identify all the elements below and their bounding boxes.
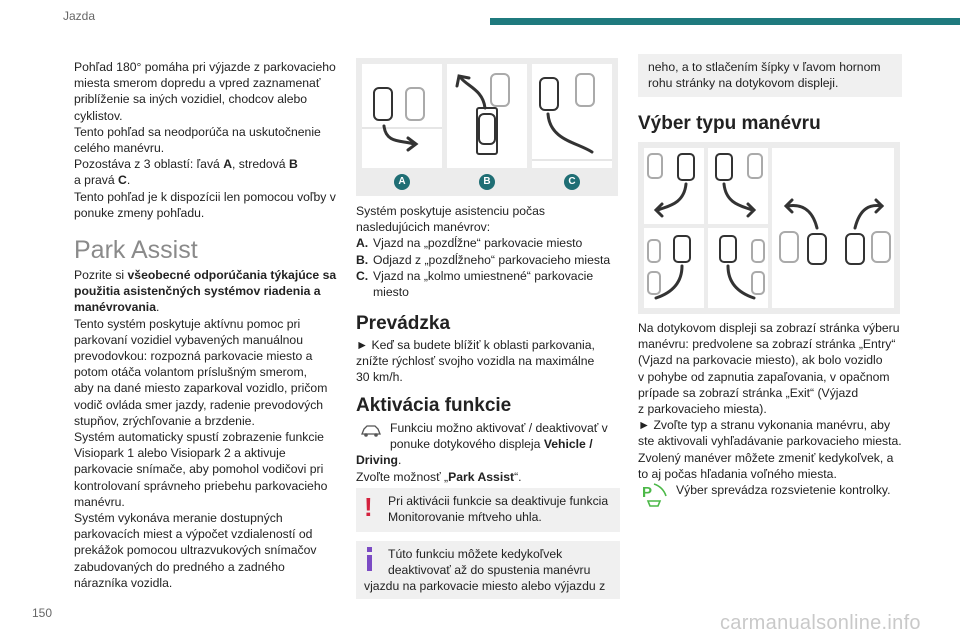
text-line: Systém automaticky spustí zobrazenie funkcie [74,430,324,445]
text-line: Monitorovanie mŕtveho uhla. [388,510,542,525]
text-line: v pohybe od zapnutia zapaľovania, v opačnom [638,369,890,384]
text-line: vjazdu na parkovacie miesto alebo výjazdu z [364,579,606,594]
indicator-text: Výber sprevádza rozsvietenie kontrolky. [676,483,891,497]
parallel-right-diagram [708,148,768,224]
text-line: nárazníka vozidla. [74,575,173,590]
selection-panel-2 [708,148,768,224]
text-line: manévru: predvolene sa zobrazí stránka „Entry“ [638,337,896,352]
parallel-exit-left-diagram [644,228,704,308]
text-line: stupňov, zrýchľovanie a brzdenie. [74,413,255,428]
text-line: parkovaní vozidiel vybavených manuálnou [74,332,303,347]
text-line: Tento systém poskytuje aktívnu pomoc pri [74,316,301,331]
text-line: ► Keď sa budete blížiť k oblasti parkovania, [356,338,595,352]
selection-panel-3 [772,148,894,308]
park-assist-text [74,267,346,591]
page-number: 150 [32,606,53,620]
text-line: Zvoľte možnosť „Park Assist“. [356,469,522,484]
operation-text [356,337,621,386]
text-line: Na dotykovom displeji sa zobrazí stránka výberu [638,321,900,335]
text-line: parkovacích miest a výpočet vzdialeností od [74,527,313,542]
list-item: miesto [373,285,409,300]
info-note [356,541,620,599]
maneuver-selection-heading: Výber typu manévru [638,113,821,134]
text-line: z parkovacieho miesta). [638,402,767,417]
text-line: vodič ovláda smer jazdy, radenie prevodových [74,397,324,412]
text-line: Funkciu možno aktivovať / deaktivovať v [390,421,608,435]
parallel-left-diagram [644,148,704,224]
text-line: celého manévru. [74,141,165,156]
text-line: Tento pohľad sa neodporúča na uskutočnenie [74,124,321,139]
park-assist-heading: Park Assist [74,236,198,264]
svg-text:P: P [642,484,653,501]
text-line: Pri aktivácii funkcie sa deaktivuje funkcia [388,494,609,508]
exclamation-icon: ! [364,492,373,522]
text-line: použitia asistenčných systémov riadenia a [74,284,321,299]
header-bar [490,18,960,25]
text-line: prekážok pomocou ultrazvukových snímačov [74,543,317,558]
activation-text [356,420,621,485]
watermark: carmanualsonline.info [720,612,921,634]
text-line: ste aktivovali vyhľadávanie parkovacieho miesta. [638,434,902,449]
intro-text [74,59,346,221]
text-line: (Vjazd na parkovacie miesto), ak bolo vozidlo [638,353,883,368]
maneuver-panel-b [447,64,527,168]
perpendicular-diagram [772,148,894,308]
badge-b: B [479,174,495,190]
badge-a: A [394,174,410,190]
maneuver-panel-a [362,64,442,168]
text-line: ► Zvoľte typ a stranu vykonania manévru, aby [638,418,891,433]
maneuver-figure [356,58,618,196]
maneuver-panel-c [532,64,612,168]
text-line: a pravá C. [74,173,131,188]
text-line: znížte rýchlosť svojho vozidla na maximálne [356,354,595,369]
parallel-entry-diagram [362,64,442,168]
text-line: rohu stránky na dotykovom displeji. [648,76,839,91]
text-line: cyklistov. [74,108,123,123]
text-line: potom otáča volantom príslušným smerom, [74,365,308,380]
text-line: manévrovania. [74,300,160,315]
text-line: nasledujúcich manévrov: [356,220,491,235]
park-assist-indicator-icon [640,482,670,508]
maneuver-selection-text [638,320,910,482]
selection-panel-1 [644,148,704,224]
text-line: 30 km/h. [356,370,403,385]
text-line: Pozrite si všeobecné odporúčania týkajúce sa [74,268,337,282]
text-line: Pozostáva z 3 oblastí: ľavá A, stredová B [74,157,298,172]
text-line: Systém poskytuje asistenciu počas [356,204,545,218]
list-item: B. Odjazd z „pozdĺžneho“ parkovacieho miesta [356,252,611,267]
operation-heading: Prevádzka [356,313,451,334]
parallel-exit-right-diagram [708,228,768,308]
selection-panel-4 [644,228,704,308]
warning-text [388,493,618,525]
selection-panel-5 [708,228,768,308]
list-item: A. Vjazd na „pozdĺžne“ parkovacie miesto [356,236,583,251]
info-note-continued [638,54,902,97]
text-line: prípade sa zobrazí stránka „Exit“ (Výjazd [638,385,859,400]
text-line: deaktivovať až do spustenia manévru [388,563,591,578]
text-line: to aj počas hľadania voľného miesta. [638,466,837,481]
text-line: aby na dané miesto zaparkoval vozidlo, pričom [74,381,328,396]
text-line: Zvolený manéver môžete zmeniť kedykoľvek, a [638,450,894,465]
perpendicular-entry-diagram [532,64,612,168]
text-line: zabudovaných do predného a zadného [74,559,285,574]
parallel-exit-diagram [447,64,527,168]
text-line: Pohľad 180° pomáha pri výjazde z parkovacieho [74,60,336,74]
text-line: priblíženie sa iných vozidiel, chodcov alebo [74,92,308,107]
text-line: miesta smerom dopredu a vpred zaznamenať [74,76,321,91]
text-line: parkovacie snímače, aby pomohol vodičovi pri [74,462,324,477]
text-line: manévru. [74,494,125,509]
warning-note [356,488,620,532]
text-line: Driving. [356,453,402,468]
badge-c: C [564,174,580,190]
maneuver-selection-figure [638,142,900,314]
text-line: Systém vykonáva meranie dostupných [74,511,283,526]
text-line: neho, a to stlačením šípky v ľavom hornom [648,60,881,74]
list-item: C. Vjazd na „kolmo umiestnené“ parkovacie [356,268,594,283]
text-line: ponuke dotykového displeja Vehicle / [390,437,593,452]
section-title: Jazda [63,9,96,23]
info-text-continued [648,59,898,91]
info-text [364,546,616,595]
text-line: prevodovkou: rozpozná parkovacie miesto a [74,349,313,364]
text-line: ponuke zmeny pohľadu. [74,205,205,220]
maneuver-list-text [356,203,621,300]
text-line: Tento pohľad je k dispozícii len pomocou voľby v [74,189,336,204]
activation-heading: Aktivácia funkcie [356,395,512,416]
text-line: kontrolovaní správneho priebehu parkovacieho [74,478,328,493]
text-line: Visiopark 1 alebo Visiopark 2 a aktivuje [74,446,286,461]
text-line: Túto funkciu môžete kedykoľvek [388,547,563,561]
